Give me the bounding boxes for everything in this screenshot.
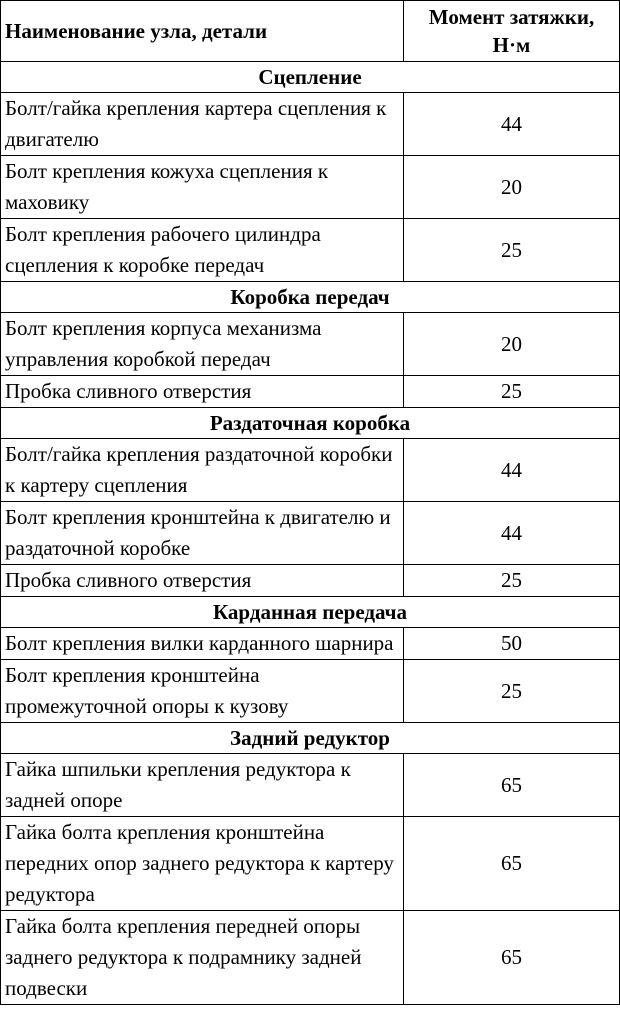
section-row-gearbox [1,282,620,313]
table-row [1,439,620,502]
torque-value-cell: 25 [404,219,620,282]
section-title: Сцепление [1,62,620,93]
table-row [1,93,620,156]
table-header-row [1,1,620,62]
section-row-clutch [1,62,620,93]
table-row [1,313,620,376]
table-row [1,376,620,408]
table-row [1,817,620,911]
table-row [1,156,620,219]
torque-value-cell: 50 [404,628,620,660]
table-row [1,565,620,597]
section-title: Задний редуктор [1,723,620,754]
part-name-cell: Болт крепления кожуха сцепления к маховику [1,156,404,219]
part-name-cell: Болт крепления кронштейна к двигателю и раздаточной коробке [1,502,404,565]
table-row [1,660,620,723]
table-row [1,754,620,817]
column-header-torque: Момент затяжки, Н·м [404,1,620,62]
section-title: Карданная передача [1,597,620,628]
part-name-cell: Пробка сливного отверстия [1,565,404,597]
torque-value-cell: 20 [404,313,620,376]
torque-value-cell: 44 [404,439,620,502]
part-name-cell: Гайка шпильки крепления редуктора к задней опоре [1,754,404,817]
table-row [1,502,620,565]
part-name-cell: Болт/гайка крепления раздаточной коробки к картеру сцепления [1,439,404,502]
torque-value-cell: 65 [404,754,620,817]
part-name-cell: Пробка сливного отверстия [1,376,404,408]
torque-value-cell: 25 [404,660,620,723]
section-row-driveshaft [1,597,620,628]
section-row-transfer-case [1,408,620,439]
section-row-rear-axle [1,723,620,754]
torque-value-cell: 25 [404,376,620,408]
torque-value-cell: 25 [404,565,620,597]
torque-value-cell: 65 [404,817,620,911]
section-title: Раздаточная коробка [1,408,620,439]
part-name-cell: Гайка болта крепления передней опоры заднего редуктора к подрамнику задней подвески [1,911,404,1005]
table-row [1,219,620,282]
part-name-cell: Болт крепления корпуса механизма управления коробкой передач [1,313,404,376]
section-title: Коробка передач [1,282,620,313]
part-name-cell: Болт крепления рабочего цилиндра сцепления к коробке передач [1,219,404,282]
part-name-cell: Болт крепления вилки карданного шарнира [1,628,404,660]
part-name-cell: Болт/гайка крепления картера сцепления к двигателю [1,93,404,156]
torque-value-cell: 65 [404,911,620,1005]
table-row [1,911,620,1005]
part-name-cell: Болт крепления кронштейна промежуточной опоры к кузову [1,660,404,723]
torque-value-cell: 44 [404,502,620,565]
table-row [1,628,620,660]
column-header-name: Наименование узла, детали [1,1,404,62]
torque-value-cell: 20 [404,156,620,219]
part-name-cell: Гайка болта крепления кронштейна передних опор заднего редуктора к картеру редуктора [1,817,404,911]
torque-value-cell: 44 [404,93,620,156]
